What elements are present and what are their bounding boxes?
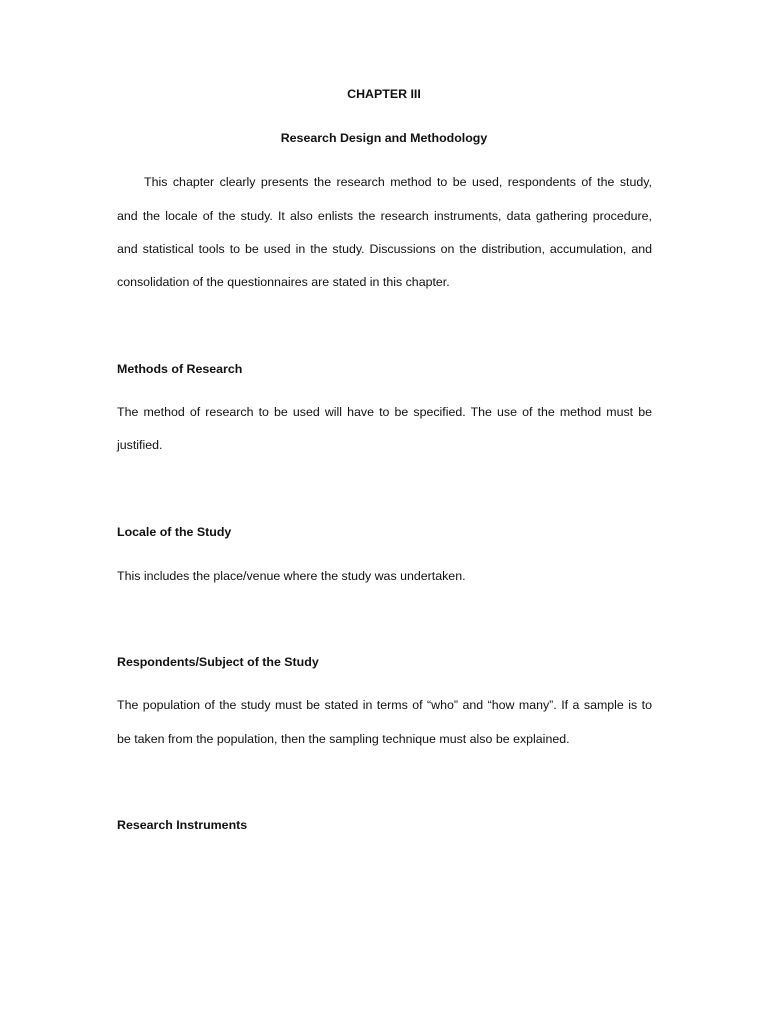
methods-line-2: justified. <box>117 438 163 452</box>
intro-line-2: and the locale of the study. It also enlists the research instruments, data gathering procedure, <box>117 209 652 223</box>
chapter-title: Research Design and Methodology <box>280 131 488 145</box>
methods-line-1: The method of research to be used will have to be specified. The use of the method must be <box>117 405 652 419</box>
intro-line-3: and statistical tools to be used in the study. Discussions on the distribution, accumulation, and <box>117 242 652 256</box>
section-heading-respondents: Respondents/Subject of the Study <box>117 655 319 669</box>
respondents-line-1: The population of the study must be stated in terms of “who” and “how many”. If a sample is to <box>117 698 652 712</box>
section-heading-instruments: Research Instruments <box>117 818 248 832</box>
intro-line-1: This chapter clearly presents the research method to be used, respondents of the study, <box>144 175 652 189</box>
locale-line-1: This includes the place/venue where the study was undertaken. <box>117 569 466 583</box>
intro-line-4: consolidation of the questionnaires are stated in this chapter. <box>117 275 450 289</box>
chapter-label: CHAPTER III <box>347 87 421 101</box>
section-heading-locale: Locale of the Study <box>117 525 232 539</box>
section-heading-methods: Methods of Research <box>117 362 243 376</box>
respondents-line-2: be taken from the population, then the sampling technique must also be explained. <box>117 732 570 746</box>
